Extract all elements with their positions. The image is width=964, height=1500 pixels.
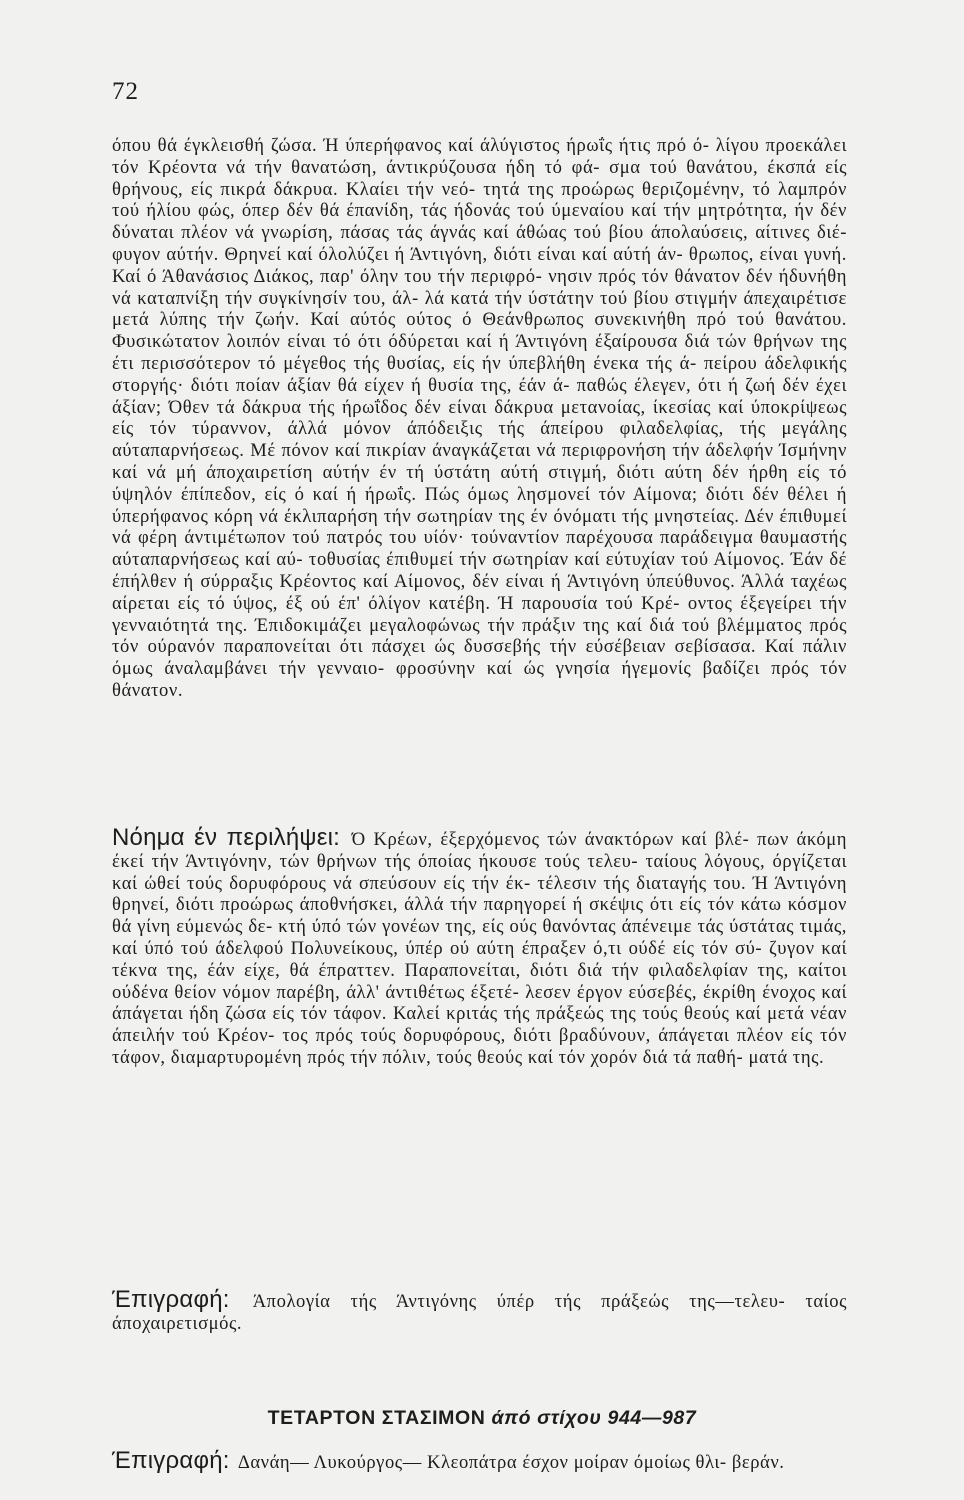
section-title: ΤΕΤΑΡΤΟΝ ΣΤΑΣΙΜΟΝ xyxy=(267,1407,486,1429)
page-number: 72 xyxy=(112,78,139,105)
inscription-paragraph-2 xyxy=(112,1447,847,1474)
inscription-lead-1: Έπιγραφή: xyxy=(112,1286,230,1313)
inscription-paragraph-1 xyxy=(112,1286,847,1335)
inscription-lead-2: Έπιγραφή: xyxy=(112,1447,230,1474)
section-heading xyxy=(0,1407,964,1430)
body-paragraph-1: όπου θά έγκλεισθή ζώσα. Ή ύπερήφανος καί άλύγιστος ήρωΐς ήτις πρό ό- λίγου προεκάλει τόν Κρέοντα νά τήν θανατώση, άντικρύζουσα ήδη τό φά- σμα τού θανάτου, έκσπά είς θρήνους, είς πικρά δάκρυα. Κλαίει τήν νεό- τητά της προώρως θεριζομένην, τό λαμπρόν τού ήλίου φώς, όπερ δέν θά έπανίδη, τάς ήδονάς τού ύμεναίου καί τήν μητρότητα, ήν δέν δύναται πλέον νά γνωρίση, πάσας τάς άγνάς καί άθώας τού βίου άπολαύσεις, αίτινες διέ- φυγον αύτήν. Θρηνεί καί όλολύζει ή Άντιγόνη, διότι είναι καί αύτή άν- θρωπος, είναι γυνή. Καί ό Άθανάσιος Διάκος, παρ' όλην του τήν περιφρό- νησιν πρός τόν θάνατον δέν ήδυνήθη νά καταπνίξη τήν συγκίνησίν του, άλ- λά κατά τήν ύστάτην τού βίου στιγμήν άπεχαιρέτισε μετά λύπης τήν ζωήν. Καί αύτός ούτος ό Θεάνθρωπος συνεκινήθη πρό τού θανάτου. Φυσικώτατον λοιπόν είναι τό ότι όδύρεται καί ή Άντιγόνη έξαίρουσα διά τών θρήνων της έτι περισσότερον τό μέγεθος τής θυσίας, είς ήν ύπεβλήθη ένεκα τής ά- πείρου άδελφικής στοργής· διότι ποίαν άξίαν θά είχεν ή θυσία της, έάν ά- παθώς έλεγεν, ότι ή ζωή δέν έχει άξίαν; Όθεν τά δάκρυα τής ήρωΐδος δέν είναι δάκρυα μετανοίας, ίκεσίας καί ύποκρίψεως είς τόν τύραννον, άλλά μόνον άπόδειξις τής άπείρου φιλαδελφίας, τής μεγάλης αύταπαρνήσεως. Μέ πόνον καί πικρίαν άναγκάζεται νά περιφρονήση τήν άδελφήν Ίσμήνην καί νά μή άποχαιρετίση αύτήν έν τή ύστάτη αύτή στιγμή, διότι αύτη δέν ήρθη είς τό ύψηλόν έπίπεδον, είς ό καί ή ήρωΐς. Πώς όμως λησμονεί τόν Αίμονα; διότι δέν θέλει ή ύπερήφανος κόρη νά έκλιπαρήση τήν σωτηρίαν της έν όνόματι τής μνηστείας. Δέν έπιθυμεί νά φέρη άντιμέτωπον τού πατρός του υίόν· τούναντίον παρέχουσα παράδειγμα θαυμαστής αύταπαρνήσεως καί αύ- τοθυσίας έπιθυμεί τήν σωτηρίαν καί εύτυχίαν τού Αίμονος. Έάν δέ έπήλθεν ή σύρραξις Κρέοντος καί Αίμονος, δέν είναι ή Άντιγόνη ύπεύθυνος. Άλλά ταχέως αίρεται είς τό ύψος, έξ ού έπ' όλίγον κατέβη. Ή παρουσία τού Κρέ- οντος έξεγείρει τήν γενναιότητά της. Έπιδοκιμάζει μεγαλοφώνως τήν πράξιν της καί διά τού βλέμματος πρός τόν ούρανόν παραπονείται ότι πάσχει ώς δυσσεβής τήν εύσέβειαν σεβίσασα. Καί πάλιν όμως άναλαμβάνει τήν γενναιο- φροσύνην καί ώς γνησία ήγεμονίς βαδίζει πρός τόν θάνατον. xyxy=(112,135,847,701)
inscription-text-2: Δανάη— Λυκούργος— Κλεοπάτρα έσχον μοίραν όμοίως θλι- βεράν. xyxy=(237,1452,785,1473)
section-range: άπό στίχου 944—987 xyxy=(491,1407,697,1429)
inscription-text-1: Άπολογία τής Άντιγόνης ύπέρ τής πράξεώς της—τελευ- ταίος άποχαιρετισμός. xyxy=(112,1291,847,1334)
summary-lead: Νόημα έν περιλήψει: xyxy=(112,824,341,851)
summary-text: Ό Κρέων, έξερχόμενος τών άνακτόρων καί βλέ- πων άκόμη έκεί τήν Άντιγόνην, τών θρήνων τής όποίας ήκουσε τούς τελευ- ταίους λόγους, όργίζεται καί ώθεί τούς δορυφόρους νά σπεύσουν είς τήν έκ- τέλεσιν τής διαταγής του. Ή Άντιγόνη θρηνεί, διότι προώρως άποθνήσκει, άλλά τήν παρηγορεί ή σκέψις ότι είς τόν κάτω κόσμον θά γίνη εύμενώς δε- κτή ύπό τών γονέων της, είς ούς θανόντας άπένειμε τάς ύστάτας τιμάς, καί ύπό τού άδελφού Πολυνείκους, ύπέρ ού αύτη έπραξεν ό,τι ούδέ είς τόν σύ- ζυγον καί τέκνα της, έάν είχε, θά έπραττεν. Παραπονείται, διότι διά τήν φιλαδελφίαν της, καίτοι ούδένα θείον νόμον παρέβη, άλλ' άντιθέτως έξετέ- λεσεν έργον εύσεβές, έκρίθη ένοχος καί άπάγεται ήδη ζώσα είς τόν τάφον. Καλεί κριτάς τής πράξεώς της τούς θεούς καί μετά νέαν άπειλήν τού Κρέον- τος πρός τούς δορυφόρους, διότι βραδύνουν, άπάγεται πλέον είς τόν τάφον, διαμαρτυρομένη πρός τήν πόλιν, τούς θεούς καί τόν χορόν διά τά παθή- ματά της. xyxy=(112,829,847,1068)
summary-paragraph xyxy=(112,824,847,1069)
